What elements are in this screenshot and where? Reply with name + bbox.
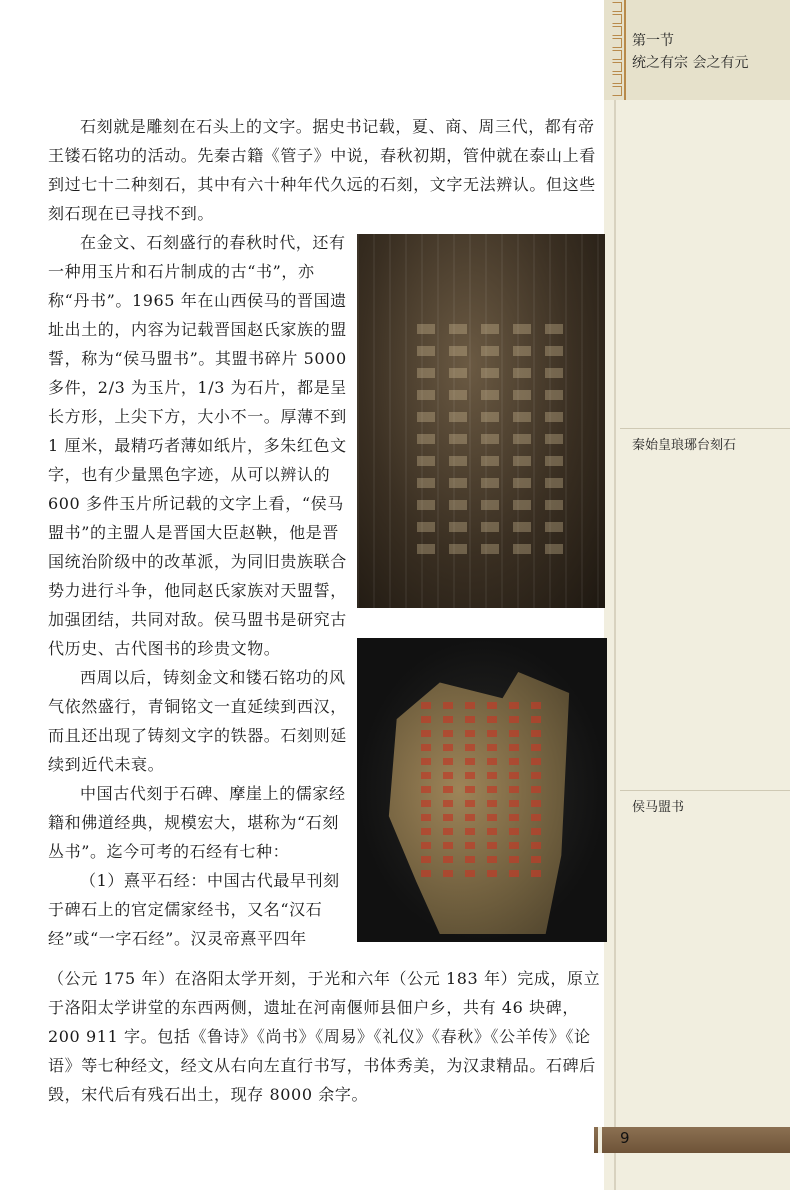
photo-houma-covenant-tablet	[357, 638, 607, 942]
body-paragraph	[48, 112, 604, 228]
paragraph-xiping-details: （公元 175 年）在洛阳太学开刻，于光和六年（公元 183 年）完成，原立于洛阳太学讲堂的东西两侧，遗址在河南偃师县佃户乡，共有 46 块碑，200 911 字。包括《鲁诗》《尚书》《周易》《礼仪》《春秋》《公羊传》《论语》等七种经文，经文从右向左直行书写，书体秀美，为汉隶精品。石碑后毁，宋代后有残石出土，现存 8000 余字。	[48, 969, 601, 1104]
margin-sidebar	[604, 0, 790, 1190]
caption-rule	[620, 428, 790, 429]
paragraph-stone-classics: 中国古代刻于石碑、摩崖上的儒家经籍和佛道经典，规模宏大，堪称为“石刻丛书”。迄今可考的石经有七种：	[48, 784, 346, 861]
paragraph-xiping-classics: （1）熹平石经：中国古代最早刊刻于碑石上的官定儒家经书，又名“汉石经”或“一字石经”。汉灵帝熹平四年	[48, 871, 340, 948]
paragraph-houma-covenant: 在金文、石刻盛行的春秋时代，还有一种用玉片和石片制成的古“书”，亦称“丹书”。1965 年在山西侯马的晋国遗址出土的，内容为记载晋国赵氏家族的盟誓，称为“侯马盟书”。其盟书碎片 5000 多件，2/3 为玉片，1/3 为石片，都是呈长方形，上尖下方，大小不一。厚薄不到 1 厘米，最精巧者薄如纸片，多朱红色文字，也有少量黑色字迹，从可以辨认的 600 多件玉片所记载的文字上看，“侯马盟书”的主盟人是晋国大臣赵鞅，他是晋国统治阶级中的改革派，为同旧贵族联合势力进行斗争，他同赵氏家族对天盟誓，加强团结，共同对敌。侯马盟书是研究古代历史、古代图书的珍贵文物。	[48, 233, 347, 658]
caption-rule	[620, 790, 790, 791]
section-number: 第一节	[632, 33, 674, 49]
meander-border-ornament	[610, 0, 626, 100]
paragraph-western-zhou: 西周以后，铸刻金文和镂石铭功的风气依然盛行，青铜铭文一直延续到西汉，而且还出现了铸刻文字的铁器。石刻则延续到近代未衰。	[48, 668, 347, 774]
caption-photo2: 侯马盟书	[632, 800, 685, 815]
page-number: 9	[620, 1129, 630, 1147]
body-column	[48, 228, 350, 953]
caption-photo1: 秦始皇琅琊台刻石	[632, 438, 737, 453]
photo-langya-stone-inscription	[357, 234, 605, 608]
sidebar-rule	[614, 0, 790, 1190]
section-title: 统之有宗 会之有元	[632, 55, 749, 71]
paragraph-stone-carving: 石刻就是雕刻在石头上的文字。据史书记载，夏、商、周三代，都有帝王镂石铭功的活动。先秦古籍《管子》中说，春秋初期，管仲就在泰山上看到过七十二种刻石，其中有六十种年代久远的石刻，文字无法辨认。但这些刻石现在已寻找不到。	[48, 117, 596, 223]
chapter-heading	[632, 30, 748, 74]
body-paragraph-continued	[48, 964, 604, 1109]
